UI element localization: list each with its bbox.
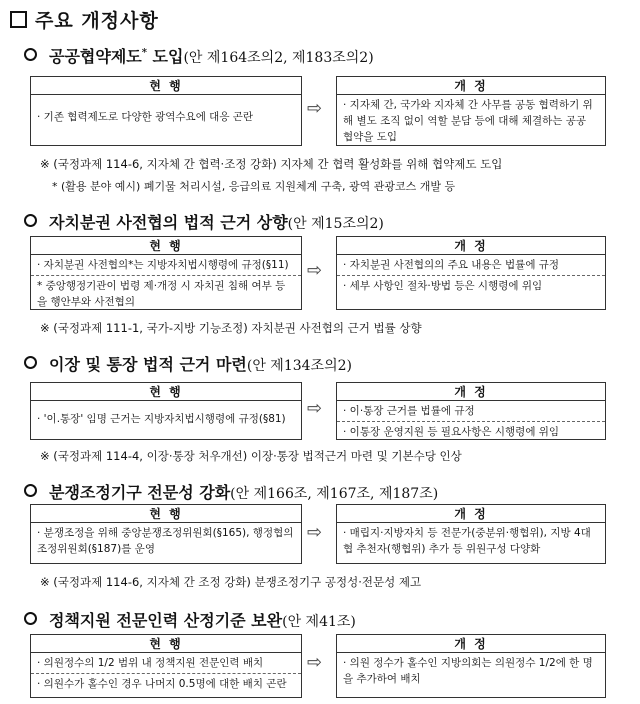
revised-table-4 <box>336 504 606 564</box>
section-heading-4: 분쟁조정기구 전문성 강화(안 제166조, 제167조, 제187조) <box>24 480 438 503</box>
revised-item: · 이통장 운영지원 등 필요사항은 시행령에 위임 <box>343 426 560 438</box>
current-header: 현 행 <box>31 635 301 653</box>
note: ※ (국정과제 111-1, 국가-지방 기능조정) 자치분권 사전협의 근거 법률 상향 <box>40 321 422 335</box>
current-header: 현 행 <box>31 237 301 255</box>
current-item: · 기존 협력제도로 다양한 광역수요에 대응 곤란 <box>37 111 254 123</box>
section-heading-2: 자치분권 사전협의 법적 근거 상향(안 제15조의2) <box>24 210 384 233</box>
current-header: 현 행 <box>31 383 301 401</box>
circle-bullet-icon <box>24 48 37 61</box>
note: ※ (국정과제 114-6, 지자체 간 협력·조정 강화) 지자체 간 협력 활성화를 위해 협약제도 도입 <box>40 157 503 171</box>
revised-item: · 지자체 간, 국가와 지자체 간 사무를 공동 협력하기 위해 별도 조직 없이 역할 분담 등에 대해 체결하는 공공 협약을 도입 <box>343 99 593 143</box>
current-item: · 의원수가 홀수인 경우 나머지 0.5명에 대한 배치 곤란 <box>37 678 287 690</box>
circle-bullet-icon <box>24 484 37 497</box>
section-heading-3: 이장 및 통장 법적 근거 마련(안 제134조의2) <box>24 352 352 375</box>
revised-header: 개 정 <box>337 635 605 653</box>
revised-item: · 매립지·지방자치 등 전문가(중분위·행협위), 지방 4대협 추천자(행협위) 추가 등 위원구성 다양화 <box>343 527 591 555</box>
current-item: · 분쟁조정을 위해 중앙분쟁조정위원회(§165), 행정협의조정위원회(§187)를 운영 <box>37 527 294 555</box>
current-table-3 <box>30 382 302 440</box>
current-table-2 <box>30 236 302 310</box>
revised-header: 개 정 <box>337 383 605 401</box>
current-footnote: * 중앙행정기관이 법령 제·개정 시 자치권 침해 여부 등을 행안부와 사전협의 <box>37 280 286 308</box>
page-title-text: 주요 개정사항 <box>35 10 159 32</box>
current-header: 현 행 <box>31 505 301 523</box>
revised-header: 개 정 <box>337 77 605 95</box>
current-item: · 자치분권 사전협의*는 지방자치법시행령에 규정(§11) <box>31 255 301 276</box>
current-table-4 <box>30 504 302 564</box>
note: ※ (국정과제 114-6, 지자체 간 조정 강화) 분쟁조정기구 공정성·전문성 제고 <box>40 575 422 589</box>
current-table-1 <box>30 76 302 146</box>
revised-item: · 이·통장 근거를 법률에 규정 <box>337 401 605 422</box>
arrow-right-icon: ⇨ <box>307 260 323 281</box>
revised-item: · 자치분권 사전협의의 주요 내용은 법률에 규정 <box>337 255 605 276</box>
arrow-right-icon: ⇨ <box>307 398 323 419</box>
revised-table-3 <box>336 382 606 440</box>
revised-header: 개 정 <box>337 505 605 523</box>
page-title <box>10 6 159 33</box>
revised-table-2 <box>336 236 606 310</box>
current-header: 현 행 <box>31 77 301 95</box>
section-heading-5: 정책지원 전문인력 산정기준 보완(안 제41조) <box>24 608 356 631</box>
revised-header: 개 정 <box>337 237 605 255</box>
arrow-right-icon: ⇨ <box>307 522 323 543</box>
note: ※ (국정과제 114-4, 이장·통장 처우개선) 이장·통장 법적근거 마련 및 기본수당 인상 <box>40 449 462 463</box>
current-table-5 <box>30 634 302 698</box>
revised-table-5 <box>336 634 606 698</box>
circle-bullet-icon <box>24 356 37 369</box>
current-item: · 의원정수의 1/2 범위 내 정책지원 전문인력 배치 <box>31 653 301 674</box>
circle-bullet-icon <box>24 612 37 625</box>
arrow-right-icon: ⇨ <box>307 652 323 673</box>
revised-item: · 의원 정수가 홀수인 지방의회는 의원정수 1/2에 한 명을 추가하여 배치 <box>343 657 593 685</box>
current-item: · '이.통장' 임명 근거는 지방자치법시행령에 규정(§81) <box>37 413 286 425</box>
revised-item: · 세부 사항인 절차·방법 등은 시행령에 위임 <box>343 280 543 292</box>
checkbox-square-icon <box>10 11 27 28</box>
revised-table-1 <box>336 76 606 146</box>
footnote: * (활용 분야 예시) 폐기물 처리시설, 응급의료 지원체계 구축, 광역 관광코스 개발 등 <box>52 180 456 193</box>
circle-bullet-icon <box>24 214 37 227</box>
arrow-right-icon: ⇨ <box>307 98 323 119</box>
section-heading-1: 공공협약제도* 도입(안 제164조의2, 제183조의2) <box>24 44 374 67</box>
